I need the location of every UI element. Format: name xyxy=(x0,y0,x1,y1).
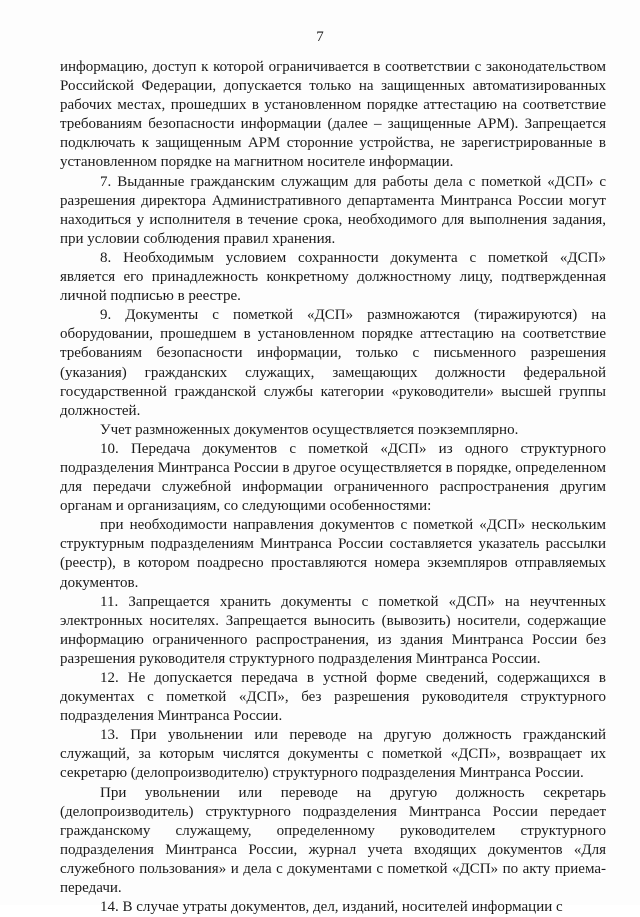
paragraph-9-note: Учет размноженных документов осуществляется поэкземплярно. xyxy=(100,421,519,438)
paragraph-13-detail: При увольнении или переводе на другую должность секретарь (делопроизводитель) структурного подразделения Минтранса России передает гражданскому служащему, определенному руководителем структурного подразделения Минтранса России, журнал учета входящих документов «Для служебного пользования» и дела с документами с пометкой «ДСП» по акту приема-передачи. xyxy=(60,784,606,897)
paragraph-10: 10. Передача документов с пометкой «ДСП» из одного структурного подразделения Минтранса России в другое осуществляется в порядке, определенном для передачи служебной информации ограниченного распространения другим органам и организациям, со следующими особенностями: xyxy=(60,440,606,515)
paragraph-7: 7. Выданные гражданским служащим для работы дела с пометкой «ДСП» с разрешения директора Административного департамента Минтранса России могут находиться у исполнителя в течение срока, необходимого для выполнения задания, при условии соблюдения правил хранения. xyxy=(60,173,606,247)
document-body xyxy=(60,58,606,917)
paragraph-10-detail: при необходимости направления документов с пометкой «ДСП» нескольким структурным подразделениям Минтранса России составляется указатель рассылки (реестр), в котором поадресно проставляются номера экземпляров отправляемых документов. xyxy=(60,517,606,591)
paragraph-continuation: информацию, доступ к которой ограничивается в соответствии с законодательством Российской Федерации, допускается только на защищенных автоматизированных рабочих местах, прошедших в установленном порядке аттестацию на соответствие требованиям безопасности информации (далее – защищенные АРМ). Запрещается подключать к защищенным АРМ сторонние устройства, не зарегистрированные в установленном порядке на магнитном носителе информации. xyxy=(60,59,606,171)
paragraph-13: 13. При увольнении или переводе на другую должность гражданский служащий, за которым числятся документы с пометкой «ДСП», возвращает их секретарю (делопроизводителю) структурного подразделения Минтранса России. xyxy=(60,727,606,782)
paragraph-9: 9. Документы с пометкой «ДСП» размножаются (тиражируются) на оборудовании, прошедшем в установленном порядке аттестацию на соответствие требованиям безопасности информации, только с письменного разрешения (указания) гражданских служащих, замещающих должности федеральной государственной гражданской службы категории «руководители» высшей группы должностей. xyxy=(60,307,606,419)
page-number: 7 xyxy=(316,29,324,45)
paragraph-14: 14. В случае утраты документов, дел, изданий, носителей информации с xyxy=(100,899,563,916)
paragraph-11: 11. Запрещается хранить документы с пометкой «ДСП» на неучтенных электронных носителях. Запрещается выносить (вывозить) носители, содержащие информацию ограниченного распространения, из здания Минтранса России без разрешения руководителя структурного подразделения Минтранса России. xyxy=(60,593,606,667)
paragraph-12: 12. Не допускается передача в устной форме сведений, содержащихся в документах с пометкой «ДСП», без разрешения руководителя структурного подразделения Минтранса России. xyxy=(60,670,606,725)
paragraph-8: 8. Необходимым условием сохранности документа с пометкой «ДСП» является его принадлежность конкретному должностному лицу, подтвержденная личной подписью в реестре. xyxy=(60,249,606,305)
